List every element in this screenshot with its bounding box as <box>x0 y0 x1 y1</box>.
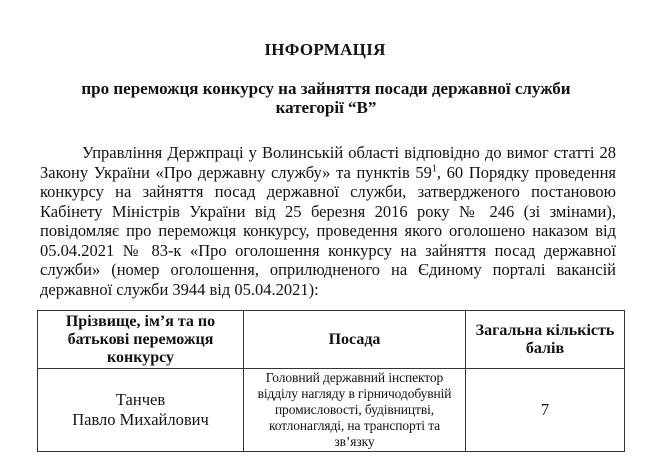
subtitle-line-1: про переможця конкурсу на зайняття посади державної служби <box>81 79 571 98</box>
winner-table <box>37 310 625 452</box>
document-title: ІНФОРМАЦІЯ <box>264 40 386 59</box>
winner-name-cell <box>38 369 244 452</box>
header-total-score: Загальна кількість балів <box>466 311 625 369</box>
body-paragraph <box>40 143 616 299</box>
winner-given-names: Павло Михайлович <box>72 410 209 429</box>
subtitle-line-2: категорії “В” <box>275 98 377 117</box>
document-subtitle <box>60 79 592 117</box>
body-text-part-2: , 60 Порядку проведення конкурсу на зайняття посад державної служби, затвердженого постановою Кабінету Міністрів України від 25 березня 2016 року № 246 (зі змінами), повідомляє про переможця конкурсу, проведення якого оголошено наказом від 05.04.2021 № 83-к «Про оголошення конкурсу на зайняття посад державної служби» (номер оголошення, оприлюдненого на Єдиному порталі вакансій державної служби 3944 від 05.04.2021): <box>40 162 617 299</box>
position-cell: Головний державний інспектор відділу нагляду в гірничодобувній промисловості, будівництві, котлонагляді, на транспорті та зв’язку <box>244 369 466 452</box>
table-header-row <box>38 311 625 369</box>
header-position: Посада <box>244 311 466 369</box>
footnote-superscript: 1 <box>431 163 437 174</box>
table-row <box>38 369 625 452</box>
winner-surname: Танчев <box>115 390 166 409</box>
header-winner-name: Прізвище, ім’я та по батькові переможця конкурсу <box>38 311 244 369</box>
score-cell: 7 <box>466 369 625 452</box>
body-text-part-1: Управління Держпраці у Волинській області відповідно до вимог статті 28 Закону України «Про державну службу» та пунктів 59 <box>40 143 616 182</box>
